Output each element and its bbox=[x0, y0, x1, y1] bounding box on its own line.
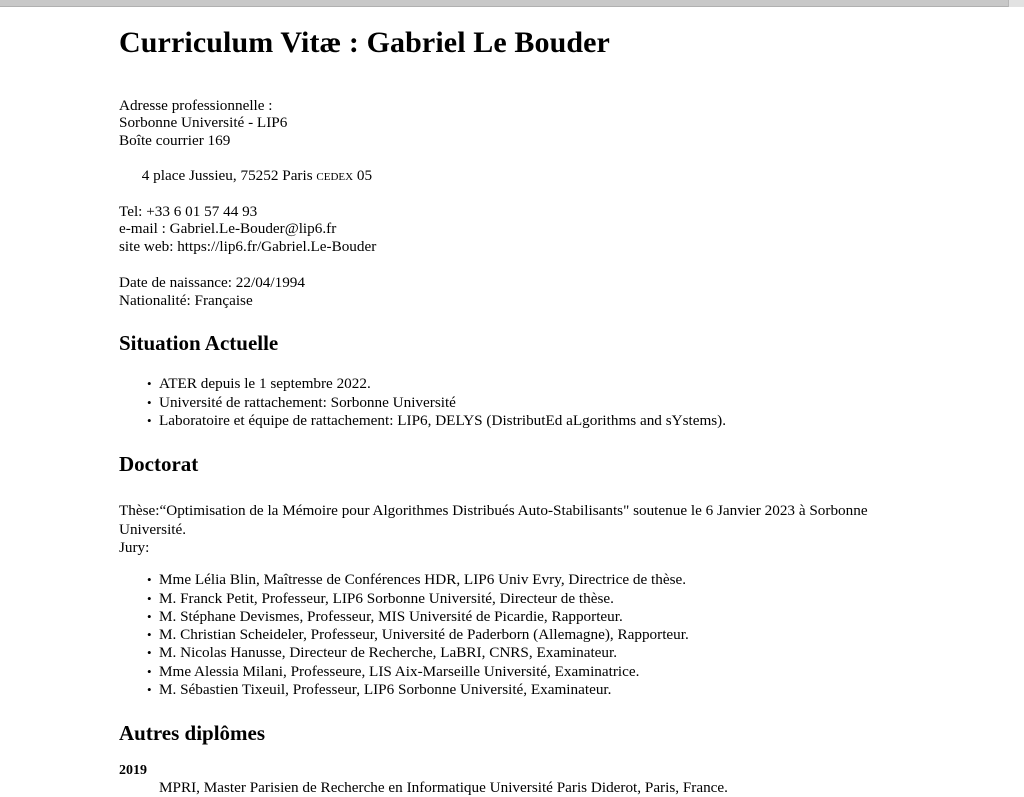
jury-list bbox=[119, 571, 1024, 699]
birth-date: Date de naissance: 22/04/1994 bbox=[119, 273, 305, 291]
nationality: Nationalité: Française bbox=[119, 291, 253, 309]
degree-year: 2019 bbox=[119, 762, 147, 778]
list-item: • Laboratoire et équipe de rattachement: LIP6, DELYS (DistributEd aLgorithms and sYstems). bbox=[159, 412, 1024, 430]
thesis-description: Thèse:“Optimisation de la Mémoire pour Algorithmes Distribués Auto-Stabilisants" soutenue le 6 Janvier 2023 à Sorbonne Université. bbox=[119, 502, 868, 538]
contact-phone: Tel: +33 6 01 57 44 93 bbox=[119, 202, 258, 220]
contact-mailbox: Boîte courrier 169 bbox=[119, 131, 231, 149]
contact-street-cedex: cedex bbox=[316, 167, 354, 185]
contact-street-prefix: 4 place Jussieu, 75252 Paris bbox=[141, 167, 317, 185]
jury-label: Jury: bbox=[119, 539, 150, 556]
contact-street bbox=[119, 150, 1024, 203]
contact-website[interactable]: site web: https://lip6.fr/Gabriel.Le-Bouder bbox=[119, 238, 377, 256]
list-item: • ATER depuis le 1 septembre 2022. bbox=[159, 375, 1024, 393]
contact-block bbox=[119, 97, 1024, 256]
contact-email: e-mail : Gabriel.Le-Bouder@lip6.fr bbox=[119, 220, 337, 238]
personal-block bbox=[119, 274, 1024, 309]
list-item: • Université de rattachement: Sorbonne Université bbox=[159, 394, 1024, 412]
list-item: • M. Franck Petit, Professeur, LIP6 Sorbonne Université, Directeur de thèse. bbox=[159, 590, 1024, 608]
list-item: • M. Stéphane Devismes, Professeur, MIS Université de Picardie, Rapporteur. bbox=[159, 608, 1024, 626]
section-heading-autres-diplomes: Autres diplômes bbox=[119, 721, 266, 746]
list-item: • M. Sébastien Tixeuil, Professeur, LIP6 Sorbonne Université, Examinateur. bbox=[159, 681, 1024, 699]
list-item: • Mme Lélia Blin, Maîtresse de Conférences HDR, LIP6 Univ Evry, Directrice de thèse. bbox=[159, 571, 1024, 589]
section-heading-situation-actuelle: Situation Actuelle bbox=[119, 331, 279, 356]
list-item: • Mme Alessia Milani, Professeure, LIS Aix-Marseille Université, Examinatrice. bbox=[159, 663, 1024, 681]
section-heading-doctorat: Doctorat bbox=[119, 452, 199, 477]
contact-address-label: Adresse professionnelle : bbox=[119, 96, 273, 114]
list-item: • M. Nicolas Hanusse, Directeur de Recherche, LaBRI, CNRS, Examinateur. bbox=[159, 644, 1024, 662]
contact-street-suffix: 05 bbox=[353, 167, 373, 185]
page-title: Curriculum Vitæ : Gabriel Le Bouder bbox=[119, 26, 610, 59]
list-item: • M. Christian Scheideler, Professeur, Université de Paderborn (Allemagne), Rapporteur. bbox=[159, 626, 1024, 644]
degree-entry bbox=[119, 762, 1024, 797]
degree-description: MPRI, Master Parisien de Recherche en Informatique Université Paris Diderot, Paris, France. bbox=[159, 778, 728, 796]
contact-institution: Sorbonne Université - LIP6 bbox=[119, 114, 288, 132]
current-situation-list bbox=[119, 375, 1024, 430]
